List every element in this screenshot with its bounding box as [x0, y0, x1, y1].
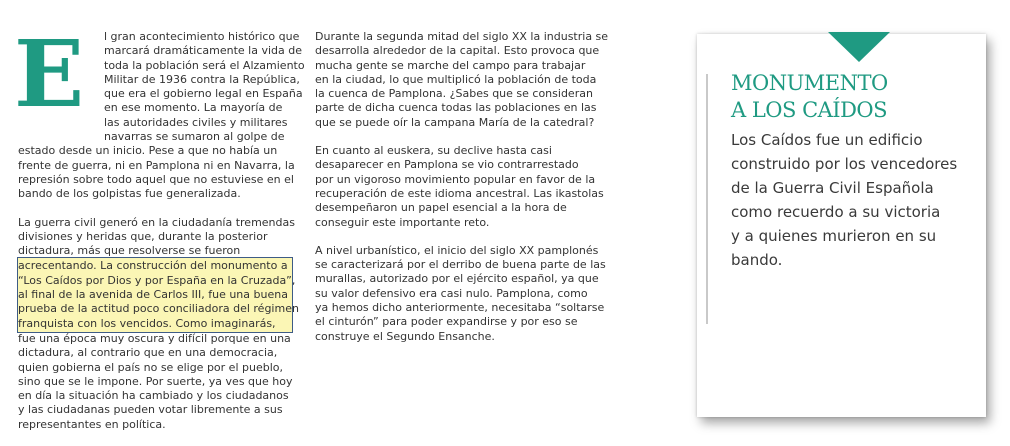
text-line: represión sobre todo aquel que no estuviese en el — [18, 172, 294, 186]
text-line: dictadura, al contrario que en una democracia, — [18, 346, 278, 360]
text-line: toda la población será el Alzamiento — [104, 58, 305, 72]
text-line: murallas, autorizado por el ejército español, ya que — [315, 272, 599, 286]
text-line: desarrolla alrededor de la capital. Esto provoca que — [315, 44, 600, 58]
text-line: A nivel urbanístico, el inicio del siglo XX pamplonés — [315, 243, 599, 257]
text-line: conseguir este importante reto. — [315, 215, 490, 229]
text-line: de la Guerra Civil Española — [731, 179, 934, 197]
text-line: mucha gente se marche del campo para trabajar — [315, 58, 586, 72]
text-line: el cinturón” para poder expandirse y por eso se — [315, 315, 578, 329]
text-line: por un vigoroso movimiento popular en favor de la — [315, 172, 596, 186]
text-line: bando. — [731, 251, 783, 269]
text-line: acrecentando. La construcción del monumento a — [18, 259, 288, 273]
paragraph-euskera — [315, 144, 604, 230]
article-column-left — [18, 30, 305, 446]
text-line: y a quienes murieron en su — [731, 227, 937, 245]
text-line: en día la situación ha cambiado y los ciudadanos — [18, 389, 289, 403]
text-line: franquista con los vencidos. Como imaginarás, — [18, 316, 276, 330]
card-triangle-marker — [828, 32, 890, 62]
text-line: se caracterizará por el derribo de buena parte de las — [315, 258, 606, 272]
text-line: recuperación de este idioma ancestral. Las ikastolas — [315, 186, 604, 200]
text-line: desempeñaron un papel esencial a la hora de — [315, 201, 567, 215]
card-title-line-2: A LOS CAÍDOS — [731, 98, 888, 122]
text-line: l gran acontecimiento histórico que — [104, 30, 300, 43]
highlighted-lines — [18, 259, 299, 330]
drop-cap: E — [14, 20, 85, 128]
text-line: La guerra civil generó en la ciudadanía tremendas — [18, 215, 295, 229]
paragraph-intro-rest — [18, 144, 293, 201]
text-line: parte de dicha cuenca todas las poblaciones en las — [315, 101, 597, 115]
text-line: construye el Segundo Ensanche. — [315, 329, 495, 343]
text-line: prueba de la actitud poco conciliadora del régimen — [18, 302, 299, 316]
text-line: Los Caídos fue un edificio — [731, 131, 923, 149]
text-line: sino que se le impone. Por suerte, ya ves que hoy — [18, 374, 293, 388]
text-line: bando de los golpistas fue generalizada. — [18, 187, 241, 201]
paragraph-industry — [315, 30, 609, 130]
card-left-rule — [706, 74, 708, 324]
paragraph-civil-war — [18, 215, 299, 432]
text-line: al final de la avenida de Carlos III, fue una buena — [18, 288, 288, 302]
text-line: la cuenca de Pamplona. ¿Sabes que se consideran — [315, 87, 593, 101]
text-line: Militar de 1936 contra la República, — [104, 72, 300, 86]
text-line: “Los Caídos por Dios y por España en la Cruzada”, — [18, 273, 296, 287]
text-line: dictadura, más que resolverse se fueron — [18, 244, 241, 258]
text-line: navarras se sumaron al golpe de — [104, 130, 285, 144]
text-line: que se puede oír la campana María de la catedral? — [315, 115, 595, 129]
paragraph-urbanism-lines — [315, 243, 606, 344]
paragraph-intro-indented — [18, 30, 305, 144]
text-line: en la ciudad, lo que multiplicó la población de toda — [315, 72, 597, 86]
text-line: frente de guerra, ni en Pamplona ni en Navarra, la — [18, 158, 295, 172]
paragraph-euskera-lines — [315, 144, 604, 230]
text-line: En cuanto al euskera, su declive hasta casi — [315, 144, 552, 158]
text-line: estado desde un inicio. Pese a que no había un — [18, 144, 278, 158]
card-title-line-1: MONUMENTO — [731, 71, 888, 95]
text-line: las autoridades civiles y militares — [104, 115, 288, 129]
paragraph-urbanism — [315, 243, 606, 344]
card-body — [731, 128, 966, 272]
text-line: fue una época muy oscura y difícil porque en una — [18, 331, 291, 345]
text-line: construido por los vencedores — [731, 155, 958, 173]
text-line: ya hemos dicho anteriormente, necesitaba “soltarse — [315, 301, 605, 315]
paragraph-intro — [18, 30, 305, 202]
paragraph-industry-lines — [315, 30, 609, 130]
card-title — [731, 70, 888, 124]
text-line: que era el gobierno legal en España — [104, 87, 303, 101]
paragraph-civil-war-pre — [18, 216, 293, 259]
article-column-right — [315, 30, 609, 358]
text-line: Durante la segunda mitad del siglo XX la industria se — [315, 30, 609, 43]
text-line: divisiones y heridas que, durante la posterior — [18, 229, 268, 243]
paragraph-civil-war-post — [18, 332, 293, 432]
sidebar-info-card — [697, 34, 986, 417]
text-line: en ese momento. La mayoría de — [104, 101, 283, 115]
text-line: quien gobierna el país no se elige por el pueblo, — [18, 360, 283, 374]
highlighted-text-selection — [18, 258, 299, 331]
text-line: su valor defensivo era casi nulo. Pamplona, como — [315, 286, 588, 300]
text-line: marcará dramáticamente la vida de — [104, 44, 303, 58]
text-line: como recuerdo a su victoria — [731, 203, 941, 221]
text-line: desaparecer en Pamplona se vio contrarrestado — [315, 158, 579, 172]
text-line: y las ciudadanas pueden votar libremente a sus — [18, 403, 283, 417]
text-line: representantes en política. — [18, 417, 166, 431]
